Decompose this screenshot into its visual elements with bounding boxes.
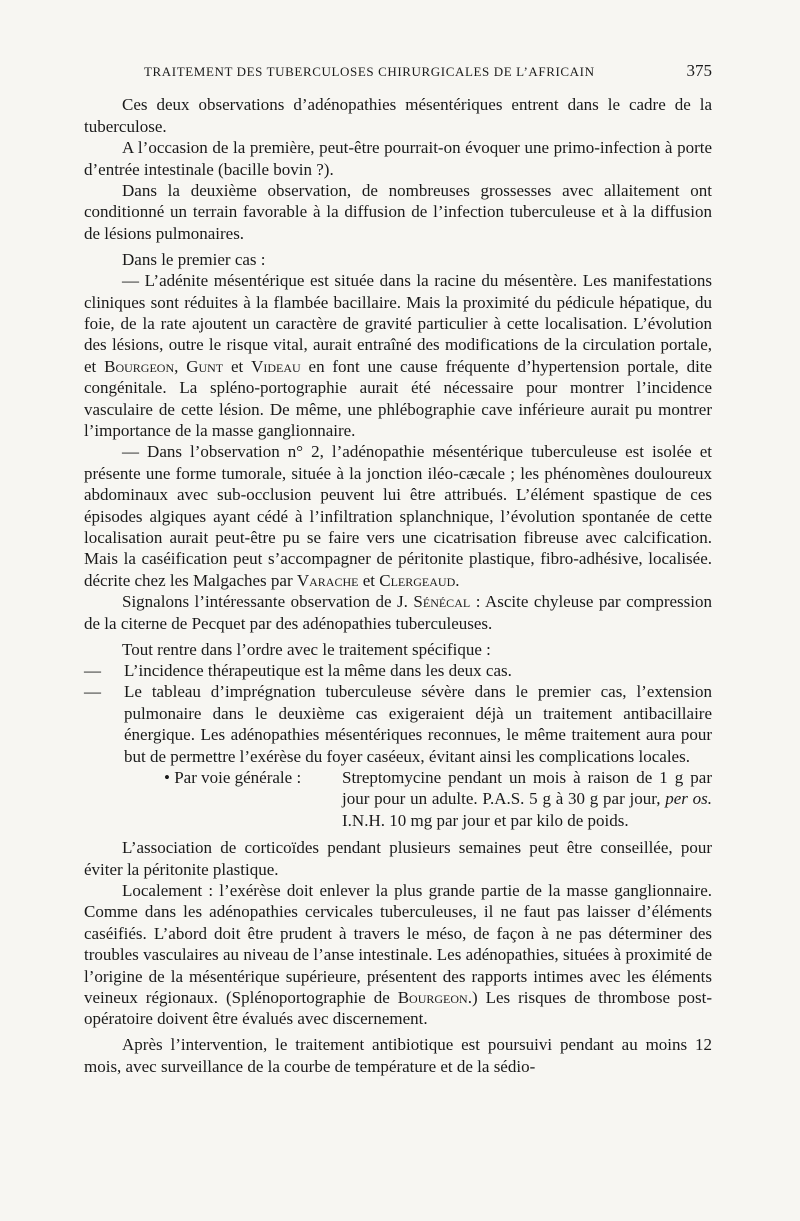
treatment-general: • Par voie générale : Streptomycine pendant un mois à raison de 1 g par jour pour un adulte. P.A.S. 5 g à 30 g par jour, per os. I.N.H. 10 mg par jour et par kilo de poids. [164, 768, 713, 830]
treatment-label: • Par voie générale : [164, 768, 302, 787]
list-dash: — [84, 682, 101, 702]
paragraph-1: Ces deux observations d’adénopathies mésentériques entrent dans le cadre de la tuberculose. [84, 95, 712, 136]
list-item: — Le tableau d’imprégnation tuberculeuse sévère dans le premier cas, l’extension pulmonaire dans le deuxième cas exigeraient déjà un traitement antibacillaire énergique. Les adénopathies mésentériques reconnues, le même traitement aura pour but de permettre l’exérèse du foyer caséeux, évitant ainsi les complications locales. [84, 682, 712, 766]
list-dash: — [84, 660, 101, 680]
page-number: 375 [686, 61, 712, 80]
author-name: Bourgeon. [397, 988, 472, 1008]
paragraph-10: Localement : l’exérèse doit enlever la plus grande partie de la masse ganglionnaire. Comme dans les adénopathies cervicales tuberculeuses, il ne faut pas laisser d’éléments caséifiés. L’abord doit être prudent à travers le méso, de façon à ne pas déterminer des troubles vasculaires au niveau de l’anse intestinale. Les adénopathies, situées à proximité de l’origine de la mésentérique supérieure, présentent des rapports intimes avec les éléments veineux régionaux. (Splénoportographie de Bourgeon.) Les risques de thrombose post-opératoire doivent être évalués avec discernement. [84, 881, 712, 1029]
paragraph-7: Signalons l’intéressante observation de J. Sénécal : Ascite chyleuse par compression de la citerne de Pecquet par des adénopathies tuberculeuses. [84, 592, 713, 633]
page-body [84, 60, 712, 1077]
author-name: Sénécal [413, 592, 471, 612]
author-name: Videau [251, 356, 301, 376]
author-name: Bourgeon, [104, 356, 179, 376]
paragraph-6: — Dans l’observation n° 2, l’adénopathie mésentérique tuberculeuse est isolée et présente une forme tumorale, située à la jonction iléo-cæcale ; les phénomènes douloureux abdominaux avec sub-occlusion peuvent lui être attribués. L’élément spastique de ces épisodes algiques ayant cédé à l’infiltration splanchnique, l’évolution spontanée de cette localisation aurait peut-être pu se faire vers une cicatrisation fibreuse avec calcification. Mais la caséification peut s’accompagner de péritonite plastique, fibro-adhésive, localisée. décrite chez les Malgaches par Varache et Clergeaud. [84, 442, 712, 590]
running-header [144, 60, 712, 82]
paragraph-3: Dans la deuxième observation, de nombreuses grossesses avec allaitement ont conditionné un terrain favorable à la diffusion de l’infection tuberculeuse et à la diffusion de lésions pulmonaires. [84, 181, 712, 243]
list-item: — L’incidence thérapeutique est la même dans les deux cas. [84, 660, 512, 680]
author-name: Varache [296, 570, 359, 590]
paragraph-9: L’association de corticoïdes pendant plusieurs semaines peut être conseillée, pour éviter la péritonite plastique. [84, 838, 712, 879]
paragraph-2: A l’occasion de la première, peut-être pourrait-on évoquer une primo-infection à porte d’entrée intestinale (bacille bovin ?). [84, 138, 712, 179]
paragraph-11: Après l’intervention, le traitement antibiotique est poursuivi pendant au moins 12 mois, avec surveillance de la courbe de température et de la sédio- [84, 1035, 712, 1076]
running-title: TRAITEMENT DES TUBERCULOSES CHIRURGICALES DE L’AFRICAIN [144, 64, 595, 79]
paragraph-4: Dans le premier cas : [122, 249, 266, 269]
author-name: Clergeaud. [379, 570, 460, 590]
paragraph-5: — L’adénite mésentérique est située dans la racine du mésentère. Les manifestations cliniques sont réduites à la flambée bacillaire. Mais la proximité du pédicule hépatique, du foie, de la rate ajoutent un caractère de gravité particulier à cette localisation. L’évolution des lésions, outre le risque vital, aurait entraîné des modifications de la circulation portale, et Bourgeon, Gunt et Videau en font une cause fréquente d’hypertension portale, dite congénitale. La spléno-portographie aurait été nécessaire pour montrer l’incidence vasculaire de cette lésion. De même, une phlébographie cave inférieure aurait pu montrer l’importance de la masse ganglionnaire. [84, 271, 713, 440]
author-name: Gunt [186, 356, 224, 376]
paragraph-8: Tout rentre dans l’ordre avec le traitement spécifique : [122, 639, 491, 659]
